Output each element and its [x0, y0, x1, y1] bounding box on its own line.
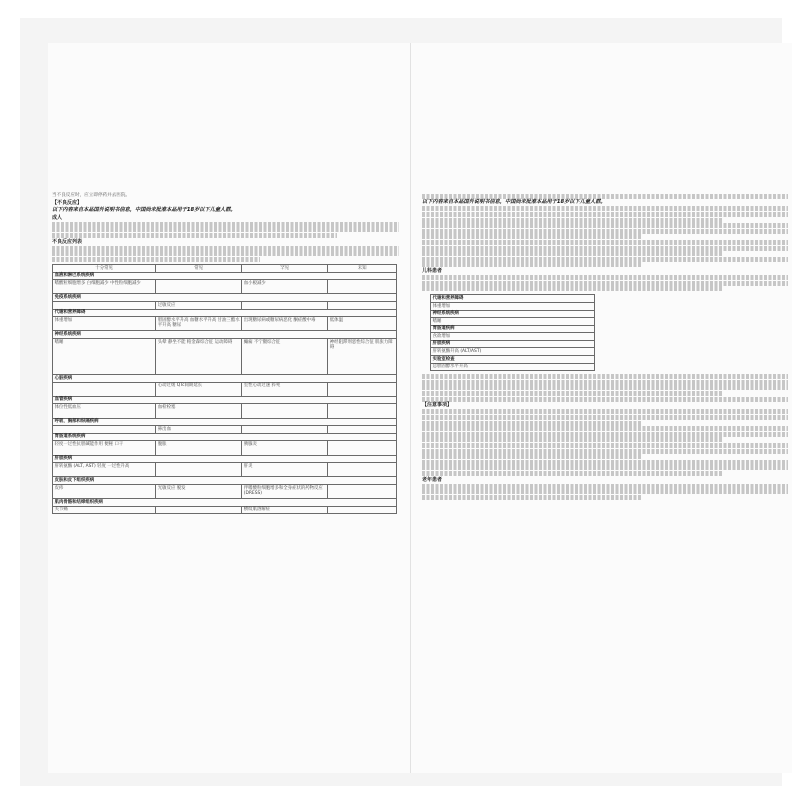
text-line [422, 449, 788, 454]
text-line [422, 437, 722, 442]
text-line [422, 257, 788, 262]
table-cell: 头晕 静坐不能 帕金森综合征 运动障碍 [156, 338, 242, 374]
table-cell [328, 426, 397, 434]
document-sheet [20, 18, 782, 786]
table-row: 总胆固醇水平升高 [431, 363, 595, 371]
text-line [422, 432, 788, 437]
table-cell [328, 485, 397, 499]
text-line [422, 495, 642, 500]
pediatric-label: 儿科患者 [422, 267, 443, 274]
text-line [422, 286, 722, 291]
text-line [422, 275, 788, 280]
table-category-row: 心脏疾病 [53, 375, 397, 383]
table-cell [328, 404, 397, 418]
text-line [422, 415, 788, 420]
left-column [48, 43, 403, 516]
text-line [422, 421, 642, 426]
text-line [422, 443, 788, 448]
table-cell [242, 426, 328, 434]
col-rare: 罕见 [242, 264, 328, 272]
text-line [422, 460, 788, 465]
table-cell: 横纹肌溶解症 [242, 506, 328, 514]
adult-header: 成人 [52, 214, 63, 221]
text-line [422, 281, 788, 286]
text-line [422, 454, 642, 459]
table-cell: 轻度一过性抗胆碱能作用 便秘 口干 [53, 441, 156, 455]
table-cell [53, 426, 156, 434]
table-cell: 肝转氨酶 (ALT, AST) 轻度 一过性升高 [53, 463, 156, 477]
text-line [422, 251, 722, 256]
table-category-row: 肌肉骨骼和结缔组织疾病 [53, 499, 397, 507]
table-cell [328, 463, 397, 477]
table-cell [242, 301, 328, 309]
table-row [53, 338, 397, 374]
table-category-row: 呼吸、胸部和纵隔疾病 [53, 418, 397, 426]
table-cell: 嗜睡 [53, 338, 156, 374]
table-cell [328, 382, 397, 396]
table-cell [328, 301, 397, 309]
table-row [53, 317, 397, 331]
table-cell [156, 280, 242, 294]
adverse-reactions-table [52, 264, 397, 514]
table-cell: 室性心动过速 猝死 [242, 382, 328, 396]
table-category-row: 神经系统疾病 [53, 331, 397, 339]
table-cell: 腹胀 [156, 441, 242, 455]
text-line [422, 397, 788, 402]
text-line [422, 409, 788, 414]
table-cell: 伴嗜酸粒细胞增多和全身症状的药物反应 (DRESS) [242, 485, 328, 499]
table-row [53, 485, 397, 499]
table-cell: 体重增加 [53, 317, 156, 331]
table-cell: 胰腺炎 [242, 441, 328, 455]
table-category-row: 皮肤和皮下组织疾病 [53, 477, 397, 485]
leaflet-page [48, 43, 792, 773]
table-cell: 嗜酸粒细胞增多 白细胞减少 中性粒细胞减少 [53, 280, 156, 294]
col-very-common: 十分常见 [53, 264, 156, 272]
pediatric-notice-right: 以下内容来自本品国外说明书信息，中国尚未批准本品用于18岁以下儿童人群。 [422, 199, 606, 206]
text-line [422, 218, 722, 223]
table-category-row: 肝胆疾病 [431, 340, 595, 348]
intro-line: 当不良反应时，应立即停药并去医院。 [52, 193, 131, 198]
text-line [422, 240, 788, 245]
table-category-row: 代谢和营养障碍 [431, 295, 595, 303]
table-cell [53, 382, 156, 396]
table-cell: 神经阻滞剂恶性综合征 肌张力障碍 [328, 338, 397, 374]
table-row [53, 382, 397, 396]
text-line [422, 229, 788, 234]
text-line [422, 234, 642, 239]
text-line [52, 227, 399, 232]
table-row [53, 441, 397, 455]
table-category-row: 实验室检查 [431, 356, 595, 364]
table-row: 食欲增加 [431, 333, 595, 341]
text-line [422, 380, 788, 385]
text-line [52, 246, 399, 251]
fold-line [410, 43, 411, 773]
table-cell [328, 441, 397, 455]
text-line [422, 374, 788, 379]
table-header-row [53, 264, 397, 272]
table-category-row: 神经系统疾病 [431, 310, 595, 318]
table-category-row: 胃肠道系统疾病 [53, 433, 397, 441]
table-cell [156, 463, 242, 477]
table-category-row: 代谢和营养障碍 [53, 309, 397, 317]
col-unknown: 未知 [328, 264, 397, 272]
table-cell: 心动过缓 QTc间期延长 [156, 382, 242, 396]
table-cell: 出现糖尿病或糖尿病恶化 酮症酸中毒 [242, 317, 328, 331]
table-row: 肝转氨酶升高 (ALT/AST) [431, 348, 595, 356]
table-cell: 血栓栓塞 [156, 404, 242, 418]
table-row: 体重增加 [431, 302, 595, 310]
table-category-row: 肝胆疾病 [53, 455, 397, 463]
table-cell: 体位性低血压 [53, 404, 156, 418]
right-column [418, 43, 792, 501]
table-category-row: 血管疾病 [53, 396, 397, 404]
table-row [53, 301, 397, 309]
text-line [52, 222, 399, 227]
text-line [422, 212, 788, 217]
known-reactions-label: 不良反应列表 [52, 238, 83, 245]
table-cell: 皮疹 [53, 485, 156, 499]
text-line [422, 489, 788, 494]
table-category-row: 免疫系统疾病 [53, 294, 397, 302]
table-row [53, 463, 397, 477]
table-cell: 胆固醇水平升高 血糖水平升高 甘油三酯水平升高 糖尿 [156, 317, 242, 331]
text-line [52, 257, 260, 262]
text-line [422, 426, 788, 431]
table-cell: 低体温 [328, 317, 397, 331]
text-line [422, 194, 788, 199]
text-line [422, 471, 722, 476]
elderly-label: 老年患者 [422, 476, 443, 483]
col-common: 常见 [156, 264, 242, 272]
section-adverse-reactions: 【不良反应】 [52, 200, 83, 207]
table-row [53, 506, 397, 514]
pediatric-reactions-table [430, 294, 595, 371]
table-cell: 过敏反应 [156, 301, 242, 309]
table-cell: 关节痛 [53, 506, 156, 514]
table-cell: 光敏反应 脱发 [156, 485, 242, 499]
pediatric-notice: 以下内容来自本品国外说明书信息，中国尚未批准本品用于18岁以下儿童人群。 [52, 207, 236, 214]
table-row [53, 280, 397, 294]
text-line [52, 251, 399, 256]
table-row [53, 404, 397, 418]
table-cell [242, 404, 328, 418]
text-line [422, 484, 788, 489]
table-cell [328, 280, 397, 294]
table-category-row: 胃肠道疾病 [431, 325, 595, 333]
text-line [422, 391, 722, 396]
text-line [422, 206, 788, 211]
table-cell: 肝炎 [242, 463, 328, 477]
text-line [422, 465, 788, 470]
table-cell: 血小板减少 [242, 280, 328, 294]
text-line [422, 385, 788, 390]
table-cell: 癫痫 不宁腿综合征 [242, 338, 328, 374]
table-cell: 鼻出血 [156, 426, 242, 434]
table-cell [53, 301, 156, 309]
table-cell [156, 506, 242, 514]
table-row: 嗜睡 [431, 318, 595, 326]
table-row [53, 426, 397, 434]
section-cautions: 【注意事项】 [422, 402, 453, 409]
text-line [422, 223, 788, 228]
table-cell [328, 506, 397, 514]
text-line [52, 233, 337, 238]
text-line [422, 262, 642, 267]
text-line [422, 246, 788, 251]
table-category-row: 血液和淋巴系统疾病 [53, 272, 397, 280]
